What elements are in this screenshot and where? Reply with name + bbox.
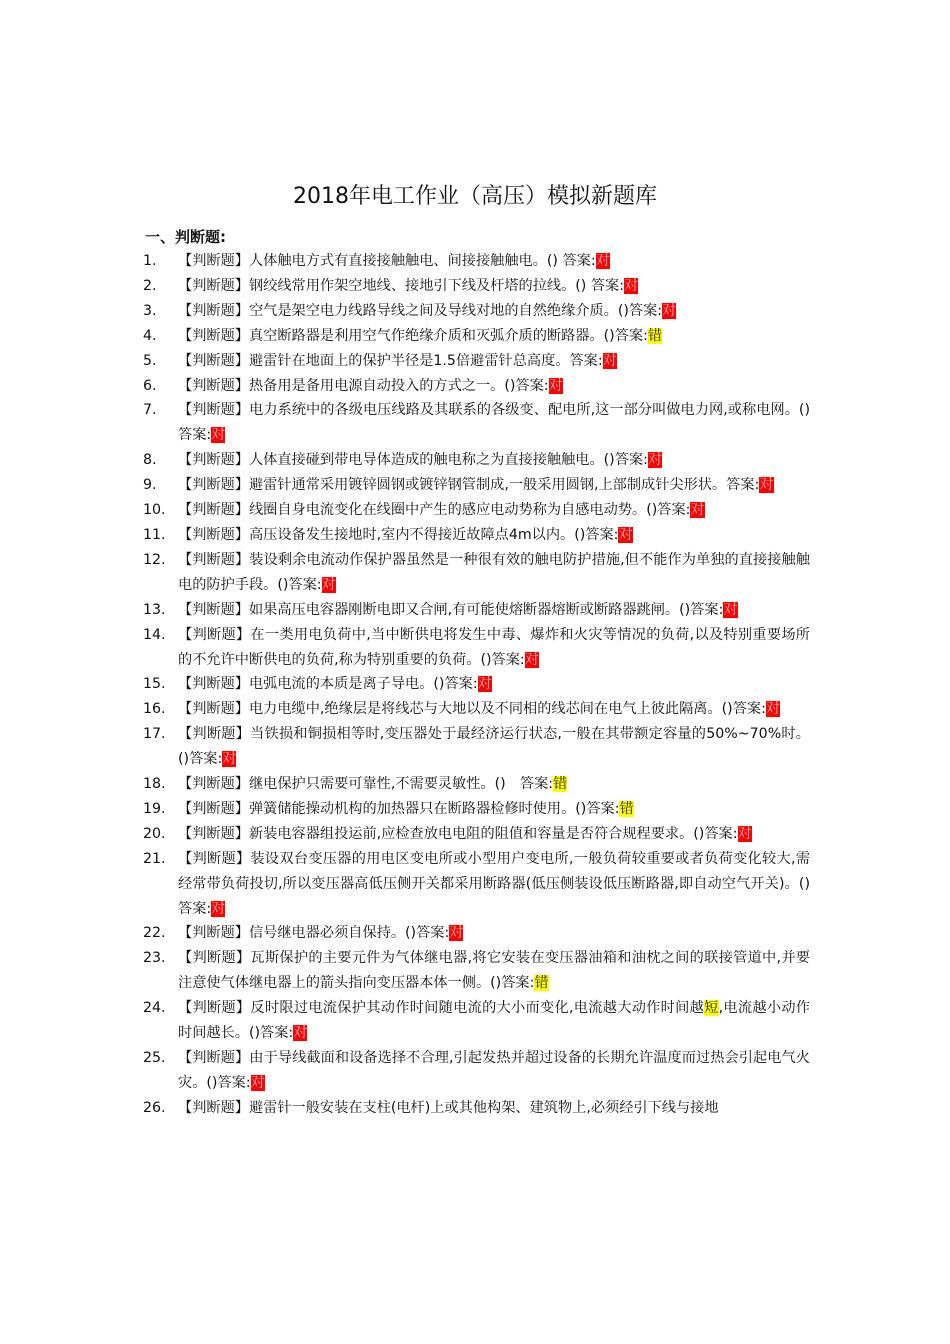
question-item — [140, 772, 810, 797]
question-number: 23. — [143, 950, 166, 967]
question-text: 【判断题】真空断路器是利用空气作绝缘介质和灭弧介质的断路器。()答案: — [178, 327, 648, 344]
question-item — [140, 946, 810, 996]
question-number: 15. — [143, 676, 166, 693]
question-item — [140, 722, 810, 772]
answer-correct-badge: 对 — [690, 502, 705, 519]
question-number: 6. — [143, 377, 157, 394]
question-number: 11. — [143, 526, 166, 543]
question-number: 13. — [143, 601, 166, 618]
answer-correct-badge: 对 — [737, 825, 752, 842]
answer-correct-badge: 对 — [449, 925, 464, 942]
question-text: 【判断题】避雷针在地面上的保护半径是1.5倍避雷针总高度。答案: — [178, 352, 603, 369]
question-item — [140, 473, 810, 498]
question-item — [140, 797, 810, 822]
question-item — [140, 523, 810, 548]
question-item — [140, 324, 810, 349]
question-number: 22. — [143, 925, 166, 942]
answer-correct-badge: 对 — [602, 352, 617, 369]
question-item — [140, 996, 810, 1046]
section-heading: 一、判断题: — [145, 228, 226, 246]
answer-correct-badge: 对 — [524, 651, 539, 668]
question-item — [140, 448, 810, 473]
question-text: 【判断题】钢绞线常用作架空地线、接地引下线及杆塔的拉线。() 答案: — [178, 277, 624, 294]
question-number: 9. — [143, 477, 157, 494]
question-text: ,电流越小动作时间越长。()答案: — [178, 1000, 810, 1042]
question-item — [140, 822, 810, 847]
question-number: 20. — [143, 825, 166, 842]
question-text: 【判断题】热备用是备用电源自动投入的方式之一。()答案: — [178, 377, 549, 394]
question-text: 【判断题】线圈自身电流变化在线圈中产生的感应电动势称为自感电动势。()答案: — [178, 502, 691, 519]
question-item — [140, 498, 810, 523]
document-title: 2018年电工作业（高压）模拟新题库 — [293, 184, 657, 209]
question-text: 【判断题】瓦斯保护的主要元件为气体继电器,将它安装在变压器油箱和油枕之间的联接管道中,并要注意使气体继电器上的箭头指向变压器本体一侧。()答案: — [178, 950, 810, 992]
question-text: 【判断题】人体直接碰到带电导体造成的触电称之为直接接触触电。()答案: — [178, 452, 648, 469]
answer-correct-badge: 对 — [624, 277, 639, 294]
answer-correct-badge: 对 — [765, 701, 781, 718]
answer-correct-badge: 对 — [477, 676, 492, 693]
question-number: 3. — [143, 302, 157, 319]
question-text: 【判断题】装设双台变压器的用电区变电所或小型用户变电所,一般负荷较重要或者负荷变化较大,需经常带负荷投切,所以变压器高低压侧开关都采用断路器(低压侧装设低压断路器,即自动空气开关)。()答案: — [178, 850, 810, 917]
question-text: 【判断题】避雷针通常采用镀锌圆钢或镀锌钢管制成,一般采用圆钢,上部制成针尖形状。答案: — [178, 477, 760, 494]
answer-correct-badge: 对 — [548, 377, 563, 394]
question-text: 【判断题】装设剩余电流动作保护器虽然是一种很有效的触电防护措施,但不能作为单独的直接接触触电的防护手段。()答案: — [178, 551, 810, 593]
question-number: 18. — [143, 776, 166, 793]
question-text: 【判断题】高压设备发生接地时,室内不得接近故障点4m以内。()答案: — [178, 526, 619, 543]
question-text: 【判断题】弹簧储能操动机构的加热器只在断路器检修时使用。()答案: — [178, 800, 620, 817]
question-text: 【判断题】电力电缆中,绝缘层是将线芯与大地以及不同相的线芯间在电气上彼此隔离。()答案: — [178, 701, 766, 718]
answer-wrong-badge: 错 — [553, 776, 568, 793]
question-text: 【判断题】新装电容器组投运前,应检查放电电阻的阻值和容量是否符合规程要求。()答案: — [178, 825, 738, 842]
answer-correct-badge: 对 — [222, 751, 237, 768]
question-item — [140, 249, 810, 274]
question-number: 14. — [143, 626, 166, 643]
question-number: 2. — [143, 277, 157, 294]
question-number: 24. — [143, 1000, 166, 1017]
highlighted-text: 短 — [704, 1000, 719, 1017]
question-text: 【判断题】空气是架空电力线路导线之间及导线对地的自然绝缘介质。()答案: — [178, 302, 663, 319]
answer-wrong-badge: 错 — [647, 327, 663, 344]
question-item — [140, 374, 810, 399]
question-item — [140, 349, 810, 374]
answer-correct-badge: 对 — [321, 576, 336, 593]
question-number: 17. — [143, 726, 166, 743]
question-list — [140, 249, 810, 1121]
question-number: 12. — [143, 551, 166, 568]
question-text: 【判断题】在一类用电负荷中,当中断供电将发生中毒、爆炸和火灾等情况的负荷,以及特别重要场所的不允许中断供电的负荷,称为特别重要的负荷。()答案: — [178, 626, 810, 668]
question-text: 【判断题】反时限过电流保护其动作时间随电流的大小而变化,电流越大动作时间越 — [178, 1000, 705, 1017]
answer-correct-badge: 对 — [723, 601, 738, 618]
question-number: 21. — [143, 850, 166, 867]
question-number: 7. — [143, 402, 157, 419]
answer-correct-badge: 对 — [618, 526, 633, 543]
question-item — [140, 672, 810, 697]
question-item — [140, 697, 810, 722]
question-text: 【判断题】电力系统中的各级电压线路及其联系的各级变、配电所,这一部分叫做电力网,或称电网。()答案: — [178, 402, 810, 444]
question-text: 【判断题】继电保护只需要可靠性,不需要灵敏性。() 答案: — [178, 776, 554, 793]
question-text: 【判断题】由于导线截面和设备选择不合理,引起发热并超过设备的长期允许温度而过热会引起电气火灾。()答案: — [178, 1050, 810, 1091]
question-item — [140, 398, 810, 448]
question-item — [140, 847, 810, 922]
question-number: 26. — [143, 1099, 166, 1116]
question-number: 5. — [143, 352, 157, 369]
answer-correct-badge: 对 — [759, 477, 774, 494]
answer-correct-badge: 对 — [293, 1025, 308, 1042]
question-item — [140, 623, 810, 673]
answer-correct-badge: 对 — [662, 302, 677, 319]
question-item — [140, 598, 810, 623]
question-item — [140, 274, 810, 299]
answer-correct-badge: 对 — [647, 452, 663, 469]
answer-correct-badge: 对 — [595, 253, 610, 269]
answer-correct-badge: 对 — [211, 427, 226, 444]
answer-wrong-badge: 错 — [619, 800, 634, 817]
question-text: 【判断题】电弧电流的本质是离子导电。()答案: — [178, 676, 478, 693]
question-number: 25. — [143, 1050, 166, 1066]
question-number: 19. — [143, 800, 166, 817]
question-text: 【判断题】信号继电器必须自保持。()答案: — [178, 925, 450, 942]
answer-correct-badge: 对 — [250, 1074, 265, 1091]
answer-correct-badge: 对 — [211, 900, 226, 917]
question-item — [140, 921, 810, 946]
question-text: 【判断题】人体触电方式有直接接触触电、间接接触触电。() 答案: — [178, 253, 596, 269]
question-item — [140, 548, 810, 598]
question-text: 【判断题】如果高压电容器刚断电即又合闸,有可能使熔断器熔断或断路器跳闸。()答案: — [178, 601, 724, 618]
question-text: 【判断题】避雷针一般安装在支柱(电杆)上或其他构架、建筑物上,必须经引下线与接地 — [178, 1099, 719, 1116]
question-item — [140, 1096, 810, 1121]
question-number: 8. — [143, 452, 157, 469]
question-item — [140, 1046, 810, 1096]
question-text: 【判断题】当铁损和铜损相等时,变压器处于最经济运行状态,一般在其带额定容量的50%~70%时。()答案: — [178, 726, 810, 768]
question-number: 10. — [143, 502, 166, 519]
answer-wrong-badge: 错 — [534, 975, 549, 992]
question-number: 4. — [143, 327, 157, 344]
question-number: 16. — [143, 701, 166, 718]
question-number: 1. — [143, 253, 157, 269]
question-item — [140, 299, 810, 324]
